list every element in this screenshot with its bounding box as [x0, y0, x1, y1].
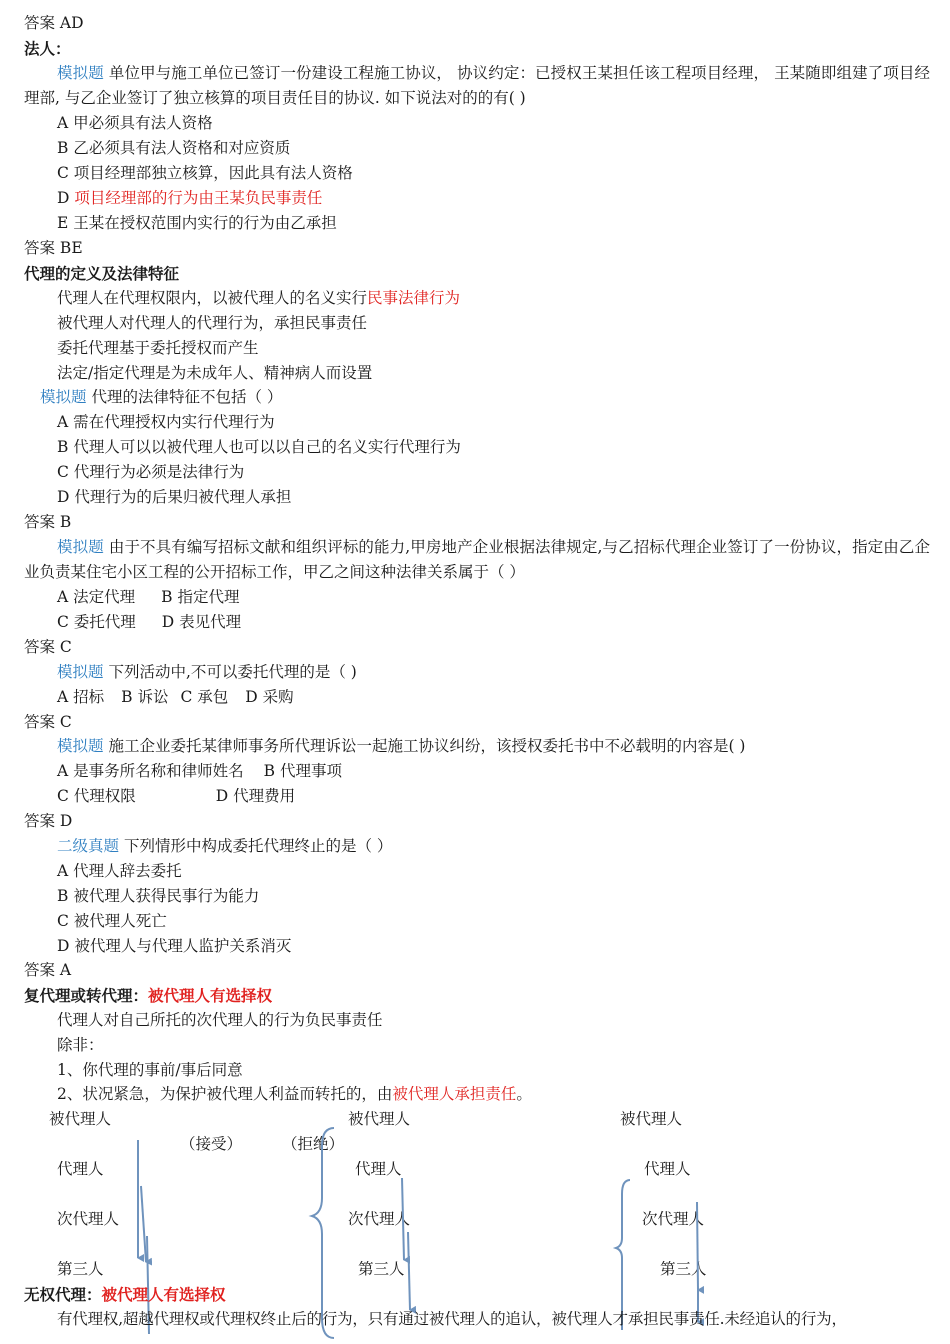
question-tag: 模拟题	[57, 538, 104, 556]
diagram-agent-1: 代理人	[57, 1160, 104, 1178]
diagram-third-party-3: 第三人	[660, 1260, 707, 1278]
option-b: B 指定代理	[161, 588, 240, 606]
heading-highlight: 被代理人有选择权	[101, 1285, 226, 1304]
answer-line: 答案 B	[24, 513, 72, 531]
diagram-reject-label: （拒绝）	[282, 1135, 345, 1153]
answer-line: 答案 D	[24, 812, 73, 830]
diagram-principal-1: 被代理人	[49, 1110, 112, 1128]
question-tag: 模拟题	[57, 64, 104, 82]
option-c: C 代理行为必须是法律行为	[57, 463, 245, 481]
agency-point-4: 法定/指定代理是为未成年人、精神病人而设置	[57, 364, 373, 382]
unauthorized-agency-text: 有代理权,超越代理权或代理权终止后的行为，只有通过被代理人的追认，被代理人才承担民事责任.未经追认的行为，	[57, 1310, 847, 1328]
option-a: A 需在代理授权内实行代理行为	[57, 413, 275, 431]
diagram-subagent-3: 次代理人	[642, 1210, 705, 1228]
option-d: D 代理行为的后果归被代理人承担	[57, 488, 292, 506]
arrow-agent-to-third-1	[141, 1186, 146, 1262]
diagram-agent-3: 代理人	[644, 1160, 691, 1178]
section-heading-agency: 代理的定义及法律特征	[24, 264, 180, 283]
answer-line: 答案 C	[24, 638, 72, 656]
option-a: A 法定代理	[57, 588, 136, 606]
agency-point-3: 委托代理基于委托授权而产生	[57, 339, 259, 357]
subagency-point-1: 代理人对自己所托的次代理人的行为负民事责任	[57, 1011, 383, 1029]
diagram-agent-2: 代理人	[355, 1160, 402, 1178]
subagency-point-2: 除非：	[57, 1036, 104, 1054]
option-c: C 代理权限	[57, 787, 136, 805]
diagram-third-party-1: 第三人	[57, 1260, 104, 1278]
option-d: D 代理费用	[215, 787, 296, 805]
diagram-principal-2: 被代理人	[348, 1110, 411, 1128]
option-c: C 被代理人死亡	[57, 912, 167, 930]
option-b: B 诉讼	[121, 688, 169, 706]
option-c: C 委托代理	[57, 613, 136, 631]
option-b: B 乙必须具有法人资格和对应资质	[57, 139, 291, 157]
question-text: 由于不具有编写招标文献和组织评标的能力,甲房地产企业根据法律规定,与乙招标代理企业签订了一份协议，指定由乙企业负责某住宅小区工程的公开招标工作，甲乙之间这种法律关系属于（ ）	[24, 538, 930, 581]
option-a: A 是事务所名称和律师姓名	[57, 762, 244, 780]
arrow-agent-to-third-2	[402, 1178, 404, 1260]
question-text: 单位甲与施工单位已签订一份建设工程施工协议， 协议约定：已授权王某担任该工程项目经理， 王某随即组建了项目经理部, 与乙企业签订了独立核算的项目责任目的协议. 如下说法对的的有( )	[24, 64, 930, 107]
answer-line: 答案 AD	[24, 14, 84, 32]
diagram-principal-3: 被代理人	[620, 1110, 683, 1128]
diagram-subagent-1: 次代理人	[57, 1210, 120, 1228]
section-heading-legal-person: 法人：	[24, 39, 71, 58]
option-d-text: 项目经理部的行为由王某负民事责任	[74, 189, 323, 207]
option-a: A 甲必须具有法人资格	[57, 114, 213, 132]
option-b: B 被代理人获得民事行为能力	[57, 887, 260, 905]
option-e: E 王某在授权范围内实行的行为由乙承担	[57, 214, 337, 232]
option-a: A 代理人辞去委托	[57, 862, 182, 880]
heading-text: 复代理或转代理：	[24, 986, 149, 1005]
option-b: B 代理人可以以被代理人也可以以自己的名义实行代理行为	[57, 438, 461, 456]
arrow-subagent-to-third-3	[697, 1202, 698, 1290]
diagram-accept-label: （接受）	[180, 1135, 243, 1153]
question-text: 下列活动中,不可以委托代理的是（ )	[103, 663, 357, 681]
question-tag: 模拟题	[57, 663, 104, 681]
option-c: C 承包	[180, 688, 229, 706]
heading-highlight: 被代理人有选择权	[148, 986, 273, 1005]
diagram-third-party-2: 第三人	[358, 1260, 405, 1278]
point-text: 。	[516, 1085, 532, 1103]
agency-point-text: 代理人在代理权限内，以被代理人的名义实行	[57, 289, 368, 307]
question-tag: 模拟题	[40, 388, 87, 406]
option-a: A 招标	[57, 688, 105, 706]
question-tag: 二级真题	[57, 837, 120, 855]
heading-text: 无权代理：	[24, 1285, 102, 1304]
option-d-letter: D	[57, 189, 75, 207]
question-text: 代理的法律特征不包括（ ）	[86, 388, 283, 406]
agency-point-2: 被代理人对代理人的代理行为，承担民事责任	[57, 314, 368, 332]
subagency-point-3: 1、你代理的事前/事后同意	[57, 1061, 243, 1079]
point-highlight: 被代理人承担责任	[392, 1085, 517, 1103]
answer-line: 答案 BE	[24, 239, 83, 257]
agency-point-highlight: 民事法律行为	[367, 289, 461, 307]
question-text: 施工企业委托某律师事务所代理诉讼一起施工协议纠纷，该授权委托书中不必载明的内容是( )	[103, 737, 746, 755]
answer-line: 答案 A	[24, 961, 72, 979]
option-b: B 代理事项	[263, 762, 342, 780]
option-d: D 表见代理	[161, 613, 242, 631]
point-text: 2、状况紧急，为保护被代理人利益而转托的，由	[57, 1085, 393, 1103]
option-d: D 被代理人与代理人监护关系消灭	[57, 937, 292, 955]
answer-line: 答案 C	[24, 713, 72, 731]
section-heading-unauthorized-agency	[24, 1282, 930, 1307]
option-d: D 采购	[245, 688, 294, 706]
question-tag: 模拟题	[57, 737, 104, 755]
diagram-subagent-2: 次代理人	[348, 1210, 411, 1228]
option-c: C 项目经理部独立核算，因此具有法人资格	[57, 164, 353, 182]
question-text: 下列情形中构成委托代理终止的是（ ）	[119, 837, 393, 855]
